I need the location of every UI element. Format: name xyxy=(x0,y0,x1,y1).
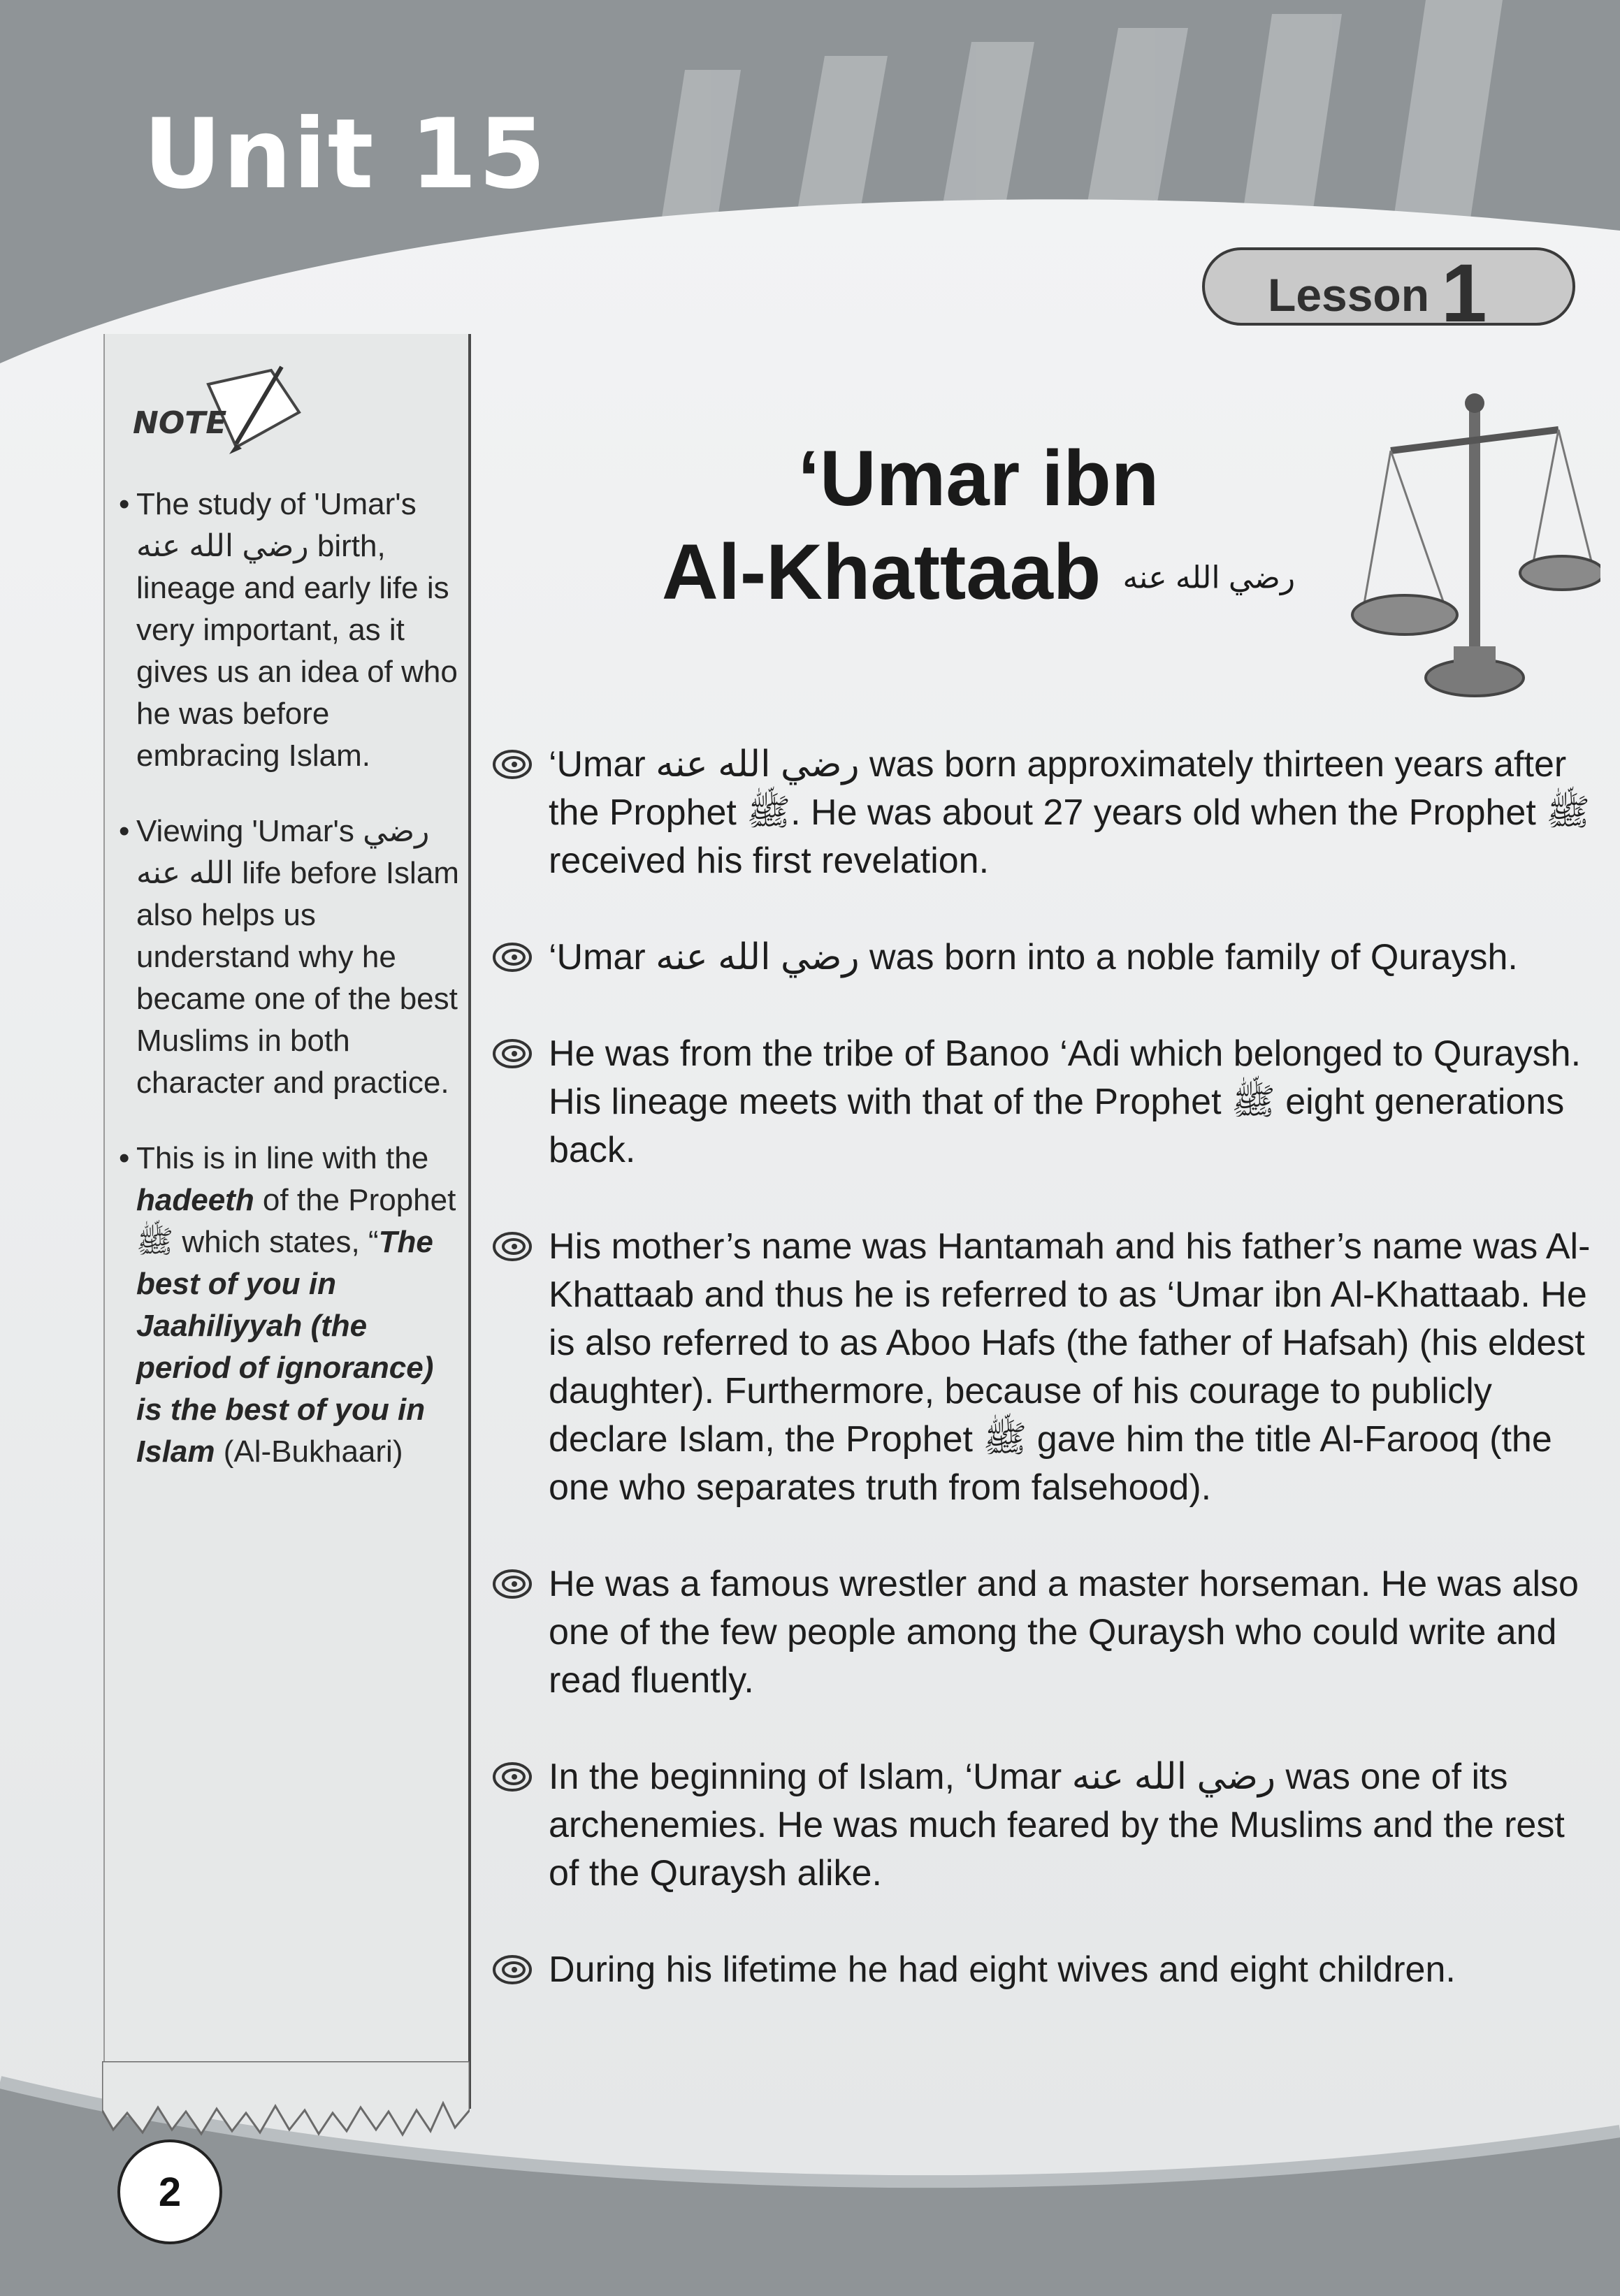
title-honorific: رضي الله عنه xyxy=(1122,560,1296,595)
spiral-bullet-icon xyxy=(492,1954,533,1985)
note-item xyxy=(119,1138,461,1473)
fact-item xyxy=(489,1560,1593,1705)
fact-text: He was from the tribe of Banoo ‘Adi which belonged to Quraysh. His lineage meets with that of the Prophet ﷺ eight generations back. xyxy=(549,1033,1582,1170)
note-panel-torn-edge xyxy=(102,2061,470,2138)
note-item-text: The study of 'Umar's رضي الله عنه birth, lineage and early life is very important, as it gives us an idea of who he was before embracing Islam. xyxy=(136,487,458,773)
note-item xyxy=(119,484,461,777)
title-line-2: Al-Khattaab xyxy=(661,528,1101,616)
note-item-text: This is in line with the xyxy=(136,1141,429,1175)
note-item-text: Viewing 'Umar's رضي الله عنه life before Islam also helps us understand why he became one of the best Muslims in both character and practice. xyxy=(136,814,459,1100)
fact-item xyxy=(489,1030,1593,1175)
spiral-bullet-icon xyxy=(492,749,533,780)
note-badge-label: NOTE xyxy=(133,405,227,441)
hadeeth-source: (Al-Bukhaari) xyxy=(215,1434,403,1469)
lesson-badge xyxy=(1202,247,1575,340)
facts-list xyxy=(489,741,1593,2042)
fact-text: ‘Umar رضي الله عنه was born into a noble family of Quraysh. xyxy=(549,937,1518,978)
note-list xyxy=(119,484,461,1506)
title-line-1: ‘Umar ibn xyxy=(797,435,1159,522)
unit-title: Unit 15 xyxy=(143,98,547,210)
fact-text: His mother’s name was Hantamah and his father’s name was Al-Khattaab and thus he is referred to as ‘Umar ibn Al-Khattaab. He is also referred to as Aboo Hafs (the father of Hafsah) (his eldest daughter). Furthermore, because of his courage to publicly declare Islam, the Prophet ﷺ gave him the title Al-Farooq (the one who separates truth from falsehood). xyxy=(549,1226,1591,1508)
hadeeth-term: hadeeth xyxy=(136,1183,254,1217)
spiral-bullet-icon xyxy=(492,942,533,973)
fact-item xyxy=(489,1946,1593,1994)
page-number-badge xyxy=(117,2139,222,2244)
note-badge-icon xyxy=(131,363,306,454)
spiral-bullet-icon xyxy=(492,1761,533,1792)
hadeeth-quote: The best of you in Jaahiliyyah (the period of ignorance) is the best of you in Islam xyxy=(136,1225,434,1469)
fact-text: In the beginning of Islam, ‘Umar رضي الله عنه was one of its archenemies. He was much feared by the Muslims and the rest of the Quraysh alike. xyxy=(549,1757,1565,1894)
fact-text: ‘Umar رضي الله عنه was born approximately thirteen years after the Prophet ﷺ. He was about 27 years old when the Prophet ﷺ received his first revelation. xyxy=(549,744,1591,881)
lesson-label: Lesson xyxy=(1268,269,1430,321)
fact-item xyxy=(489,1223,1593,1512)
page-number: 2 xyxy=(158,2169,182,2215)
spiral-bullet-icon xyxy=(492,1038,533,1069)
spiral-bullet-icon xyxy=(492,1569,533,1599)
note-item-text: of the Prophet ﷺ which states, “ xyxy=(136,1183,456,1259)
scales-of-justice-icon xyxy=(1349,388,1600,702)
lesson-title xyxy=(629,432,1328,625)
fact-item xyxy=(489,741,1593,885)
note-item xyxy=(119,811,461,1104)
fact-text: During his lifetime he had eight wives and eight children. xyxy=(549,1949,1456,1990)
fact-item xyxy=(489,1753,1593,1898)
lesson-number: 1 xyxy=(1441,247,1487,340)
fact-text: He was a famous wrestler and a master horseman. He was also one of the few people among the Quraysh who could write and read fluently. xyxy=(549,1564,1579,1701)
spiral-bullet-icon xyxy=(492,1231,533,1262)
fact-item xyxy=(489,933,1593,982)
